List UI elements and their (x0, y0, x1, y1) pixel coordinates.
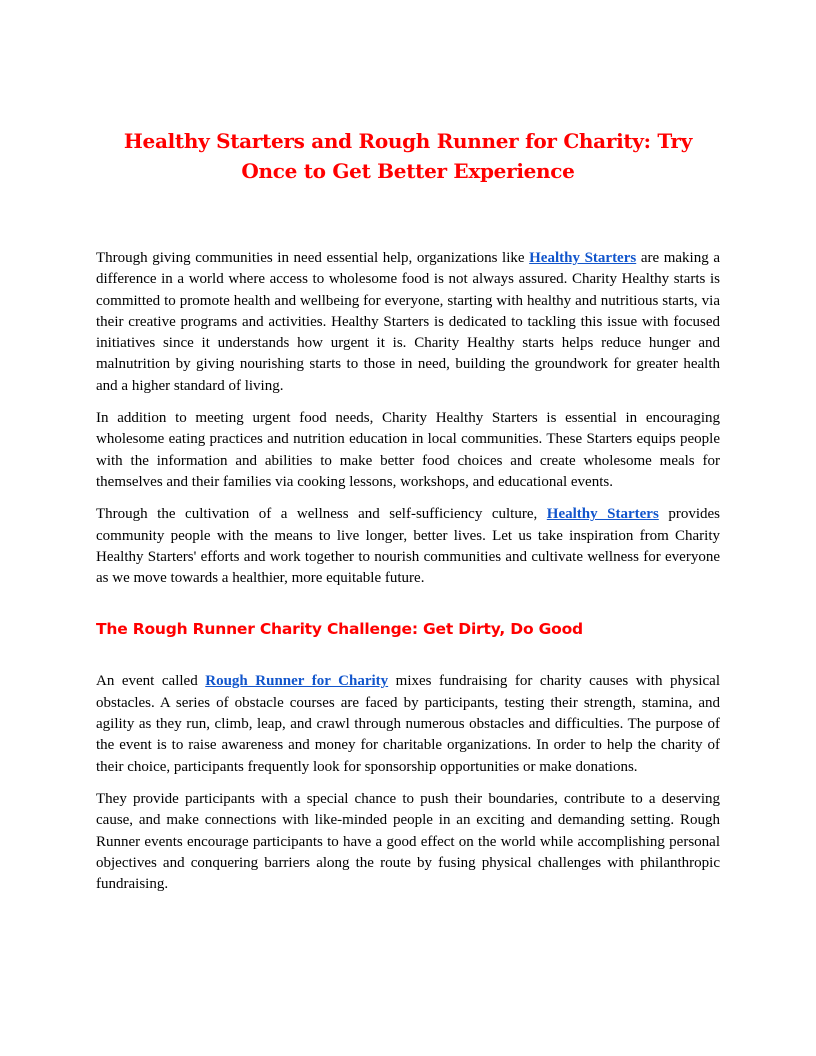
document-title: Healthy Starters and Rough Runner for Charity: Try Once to Get Better Experience (123, 129, 693, 183)
paragraph-text: provides community people with the means to live longer, better lives. Let us take inspiration from Charity Healthy Starters' efforts and work together to nourish communities and cultivate wellness for everyone as we move towards a healthier, more equitable future. (96, 506, 720, 587)
paragraph-text: Through giving communities in need essential help, organizations like (96, 250, 530, 266)
paragraph-text: mixes fundraising for charity causes with physical obstacles. A series of obstacle courses are faced by participants, testing their strength, stamina, and agility as they run, climb, leap, and crawl through numerous obstacles and difficulties. The purpose of the event is to raise awareness and money for charitable organizations. In order to help the charity of their choice, participants frequently look for sponsorship opportunities or make donations. (96, 673, 720, 775)
paragraph-text: Through the cultivation of a wellness and self-sufficiency culture, (96, 506, 547, 523)
paragraph-rough-runner-event (96, 671, 720, 777)
paragraph-healthy-starters-intro (96, 248, 720, 397)
paragraph-rough-runner-benefits: They provide participants with a special chance to push their boundaries, contribute to a deserving cause, and make connections with like-minded people in an exciting and demanding setting. Rough Runner events encourage participants to have a good effect on the world while accomplishing personal objectives and conquering barriers along the route by fusing physical challenges with philanthropic fundraising. (96, 790, 720, 893)
healthy-starters-link[interactable]: Healthy Starters (529, 250, 637, 266)
rough-runner-for-charity-link[interactable]: Rough Runner for Charity (205, 673, 389, 690)
healthy-starters-link-2[interactable]: Healthy Starters (546, 506, 659, 523)
paragraph-nutrition-education: In addition to meeting urgent food needs, Charity Healthy Starters is essential in encouraging wholesome eating practices and nutrition education in local communities. These Starters equips people with the information and abilities to make better food choices and create wholesome meals for themselves and their families via cooking lessons, workshops, and educational events. (96, 410, 720, 490)
paragraph-text: are making a difference in a world where access to wholesome food is not always assured. Charity Healthy starts is committed to promote health and wellbeing for everyone, starting with healthy and nutritious starts, via their creative programs and activities. Healthy Starters is dedicated to tackling this issue with focused initiatives since it understands how urgent it is. Charity Healthy starts helps reduce hunger and malnutrition by giving nourishing starts to those in need, building the groundwork for greater health and a higher standard of living. (96, 250, 720, 394)
paragraph-text: An event called (96, 673, 206, 690)
paragraph-wellness-culture (96, 504, 720, 589)
section-heading-rough-runner: The Rough Runner Charity Challenge: Get Dirty, Do Good (96, 620, 583, 639)
document-page (96, 126, 720, 895)
